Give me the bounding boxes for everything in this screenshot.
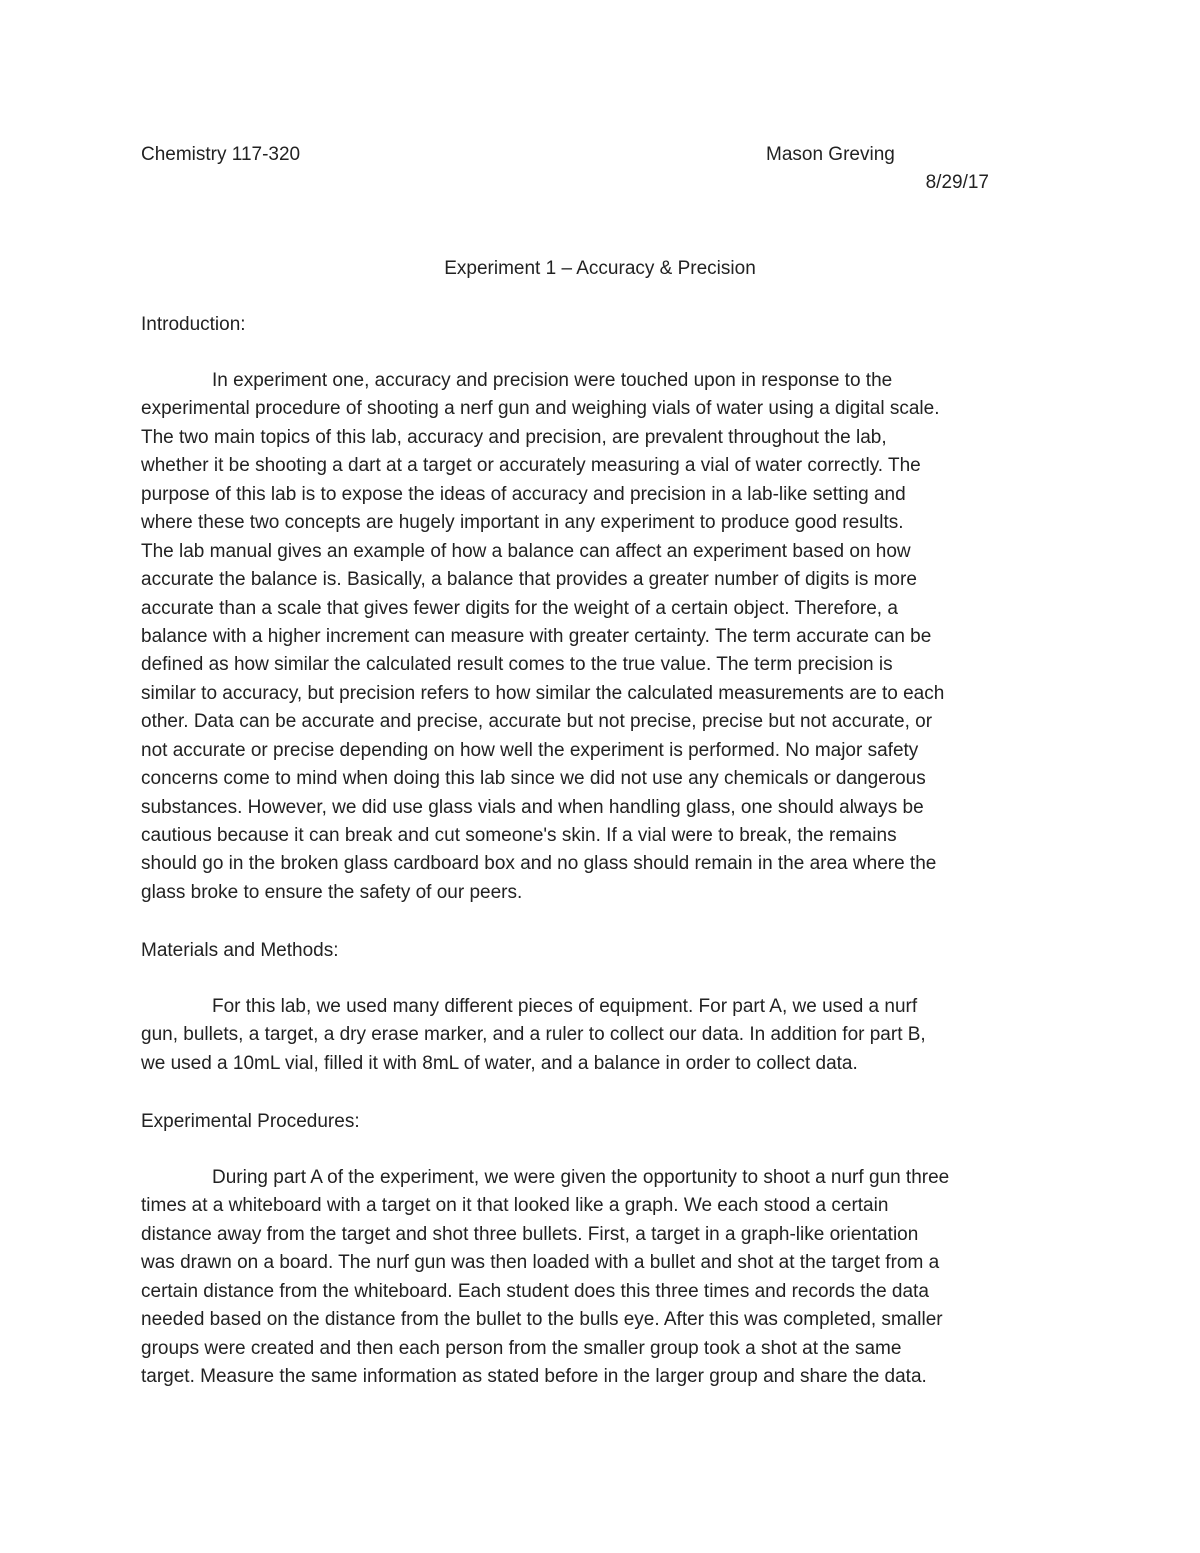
document-title: Experiment 1 – Accuracy & Precision bbox=[444, 258, 756, 279]
text-line: target. Measure the same information as stated before in the larger group and share the data. bbox=[141, 1366, 927, 1388]
text-line: distance away from the target and shot three bullets. First, a target in a graph-like orientation bbox=[141, 1223, 919, 1245]
text-line: certain distance from the whiteboard. Each student does this three times and records the data bbox=[141, 1280, 929, 1302]
date-label: 8/29/17 bbox=[925, 172, 989, 193]
text-line: defined as how similar the calculated result comes to the true value. The term precision is bbox=[141, 654, 893, 676]
text-line: balance with a higher increment can measure with greater certainty. The term accurate can be bbox=[141, 625, 932, 647]
materials-methods-paragraph bbox=[141, 993, 1061, 1078]
text-line: For this lab, we used many different pieces of equipment. For part A, we used a nurf bbox=[212, 996, 918, 1017]
text-line: groups were created and then each person from the smaller group took a shot at the same bbox=[141, 1337, 902, 1359]
course-label: Chemistry 117-320 bbox=[141, 144, 301, 165]
text-line: similar to accuracy, but precision refers to how similar the calculated measurements are to each bbox=[141, 682, 945, 704]
text-line: we used a 10mL vial, filled it with 8mL of water, and a balance in order to collect data. bbox=[141, 1052, 858, 1074]
text-line: was drawn on a board. The nurf gun was then loaded with a bullet and shot at the target from a bbox=[141, 1252, 940, 1274]
experimental-procedures-heading: Experimental Procedures: bbox=[141, 1111, 360, 1132]
text-line: purpose of this lab is to expose the ideas of accuracy and precision in a lab-like setting and bbox=[141, 483, 906, 505]
text-line: gun, bullets, a target, a dry erase marker, and a ruler to collect our data. In addition for part B, bbox=[141, 1024, 926, 1046]
introduction-paragraph bbox=[141, 367, 1061, 907]
text-line: accurate than a scale that gives fewer digits for the weight of a certain object. Therefore, a bbox=[141, 597, 898, 619]
text-line: accurate the balance is. Basically, a balance that provides a greater number of digits is more bbox=[141, 569, 917, 591]
introduction-heading: Introduction: bbox=[141, 314, 246, 335]
text-line: In experiment one, accuracy and precision were touched upon in response to the bbox=[212, 370, 893, 391]
text-line: whether it be shooting a dart at a target or accurately measuring a vial of water correctly. The bbox=[141, 455, 921, 477]
text-line: other. Data can be accurate and precise, accurate but not precise, precise but not accurate, or bbox=[141, 711, 933, 733]
author-name: Mason Greving bbox=[766, 144, 895, 165]
text-line: The two main topics of this lab, accuracy and precision, are prevalent throughout the lab, bbox=[141, 426, 887, 448]
text-line: should go in the broken glass cardboard box and no glass should remain in the area where the bbox=[141, 853, 937, 875]
text-line: needed based on the distance from the bullet to the bulls eye. After this was completed, smaller bbox=[141, 1309, 943, 1331]
text-line: During part A of the experiment, we were given the opportunity to shoot a nurf gun three bbox=[212, 1167, 950, 1188]
text-line: times at a whiteboard with a target on it that looked like a graph. We each stood a certain bbox=[141, 1195, 889, 1217]
text-line: where these two concepts are hugely important in any experiment to produce good results. bbox=[141, 512, 904, 534]
text-line: substances. However, we did use glass vials and when handling glass, one should always be bbox=[141, 796, 924, 818]
materials-methods-heading: Materials and Methods: bbox=[141, 940, 339, 961]
text-line: The lab manual gives an example of how a balance can affect an experiment based on how bbox=[141, 540, 911, 562]
experimental-procedures-paragraph bbox=[141, 1164, 1061, 1392]
text-line: cautious because it can break and cut someone's skin. If a vial were to break, the remains bbox=[141, 825, 897, 846]
text-line: not accurate or precise depending on how well the experiment is performed. No major safety bbox=[141, 739, 919, 761]
text-line: glass broke to ensure the safety of our peers. bbox=[141, 881, 523, 903]
text-line: experimental procedure of shooting a nerf gun and weighing vials of water using a digital scale. bbox=[141, 398, 940, 420]
text-line: concerns come to mind when doing this lab since we did not use any chemicals or dangerous bbox=[141, 768, 926, 790]
